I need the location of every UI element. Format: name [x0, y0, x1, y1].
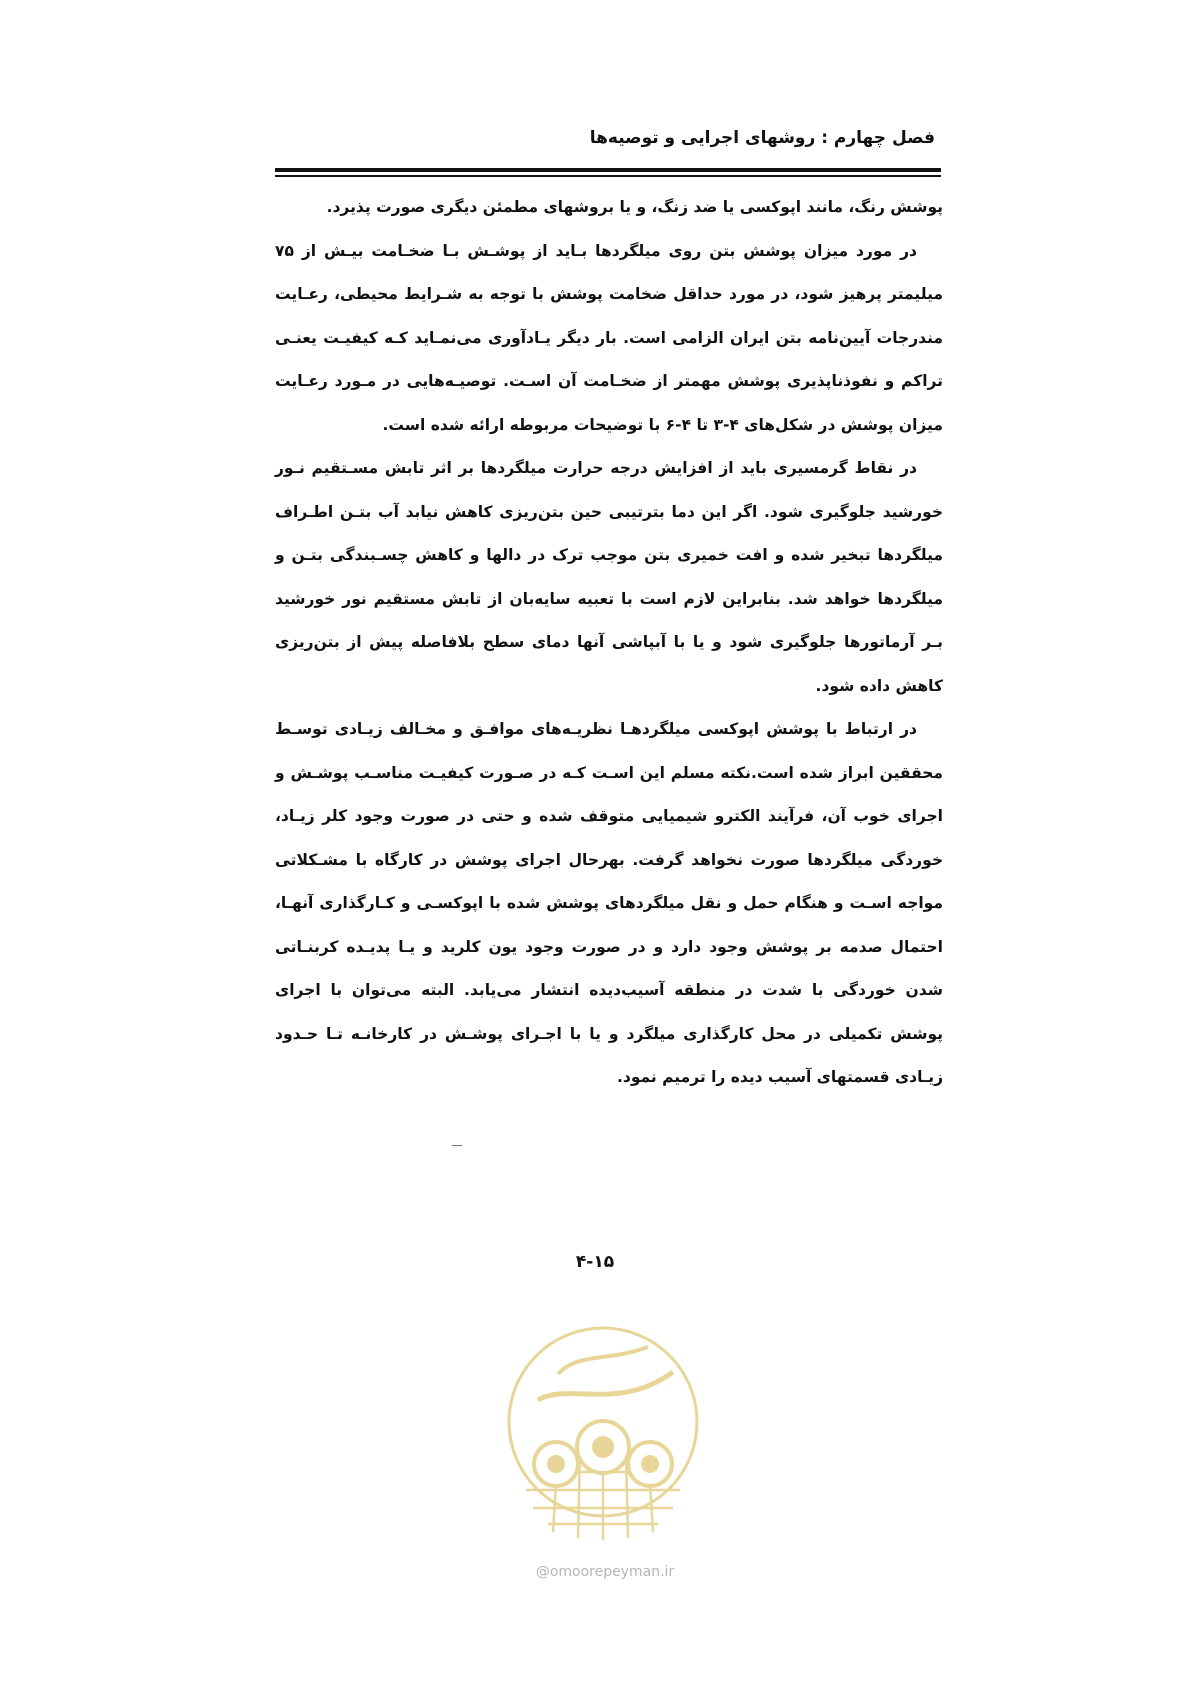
- body-text: [275, 186, 943, 1100]
- header-rule-thin: [275, 175, 941, 177]
- page-number: ۴-۱۵: [575, 1252, 615, 1272]
- watermark-url: @omoorepeyman.ir: [535, 1564, 675, 1580]
- paragraph-3: در نقاط گرمسیری باید از افزایش درجه حرارت میلگردها بر اثر تابش مسـتقیم نـور خورشید جلوگیری شود. اگر این دما بترتیبی حین بتن‌ریزی کاهش نیابد آب بتـن اطـراف میلگردها تبخیر شده و افت خمیری بتن موجب ترک در دالها و کاهش چسـبندگی بتـن و میلگردها خواهد شد. بنابراین لازم است با تعبیه سایه‌بان از تابش مستقیم نور خورشید بـر آرماتورها جلوگیری شود و یا با آبپاشی آنها دمای سطح بلافاصله پیش از بتن‌ریزی کاهش داده شود.: [275, 459, 943, 695]
- stray-mark: [452, 1145, 462, 1146]
- paragraph-4: در ارتباط با پوشش اپوکسی میلگردهـا نظریـه‌های موافـق و مخـالف زیـادی توسـط محققین ابراز شده است.نکته مسلم این اسـت کـه در صـورت کیفیـت مناسـب پوشـش و اجرای خوب آن، فرآیند الکترو شیمیایی متوقف شده و حتی در صورت وجود کلر زیـاد، خوردگی میلگردها صورت نخواهد گرفت. بهرحال اجرای پوشش در کارگاه با مشـکلاتی مواجه اسـت و هنگام حمل و نقل میلگردهای پوشش شده با اپوکسـی و کـارگذاری آنهـا، احتمال صدمه بر پوشش وجود دارد و در صورت وجود یون کلرید و یـا پدیـده کربنـاتی شدن خوردگی با شدت در منطقه آسیب‌دیده انتشار می‌یابد. البته می‌توان با اجرای پوشش تکمیلی در محل کارگذاری میلگرد و یا با اجـرای پوشـش در کارخانـه تـا حـدود زیـادی قسمتهای آسیب دیده را ترمیم نمود.: [275, 720, 943, 1086]
- paragraph-1: پوشش رنگ، مانند اپوکسی یا ضد زنگ، و یا بروشهای مطمئن دیگری صورت پذیرد.: [326, 198, 943, 216]
- paragraph-2: در مورد میزان پوشش بتن روی میلگردها بـاید از پوشـش بـا ضخـامت بیـش از ۷۵ میلیمتر پرهیز شود، در مورد حداقل ضخامت پوشش با توجه به شـرایط محیطی، رعـایت مندرجات آیین‌نامه بتن ایران الزامی است. بار دیگر یـادآوری می‌نمـاید کـه کیفیـت یعنـی تراکم و نفوذناپذیری پوشش مهمتر از ضخـامت آن اسـت. توصیـه‌هایی در مـورد رعـایت میزان پوشش در شکل‌های ۴-۳ تا ۴-۶ با توضیحات مربوطه ارائه شده است.: [275, 241, 943, 434]
- running-header: فصل چهارم : روشهای اجرایی و توصیه‌ها: [589, 128, 935, 148]
- watermark-logo-icon: [498, 1312, 708, 1557]
- header-rule-thick: [275, 168, 941, 172]
